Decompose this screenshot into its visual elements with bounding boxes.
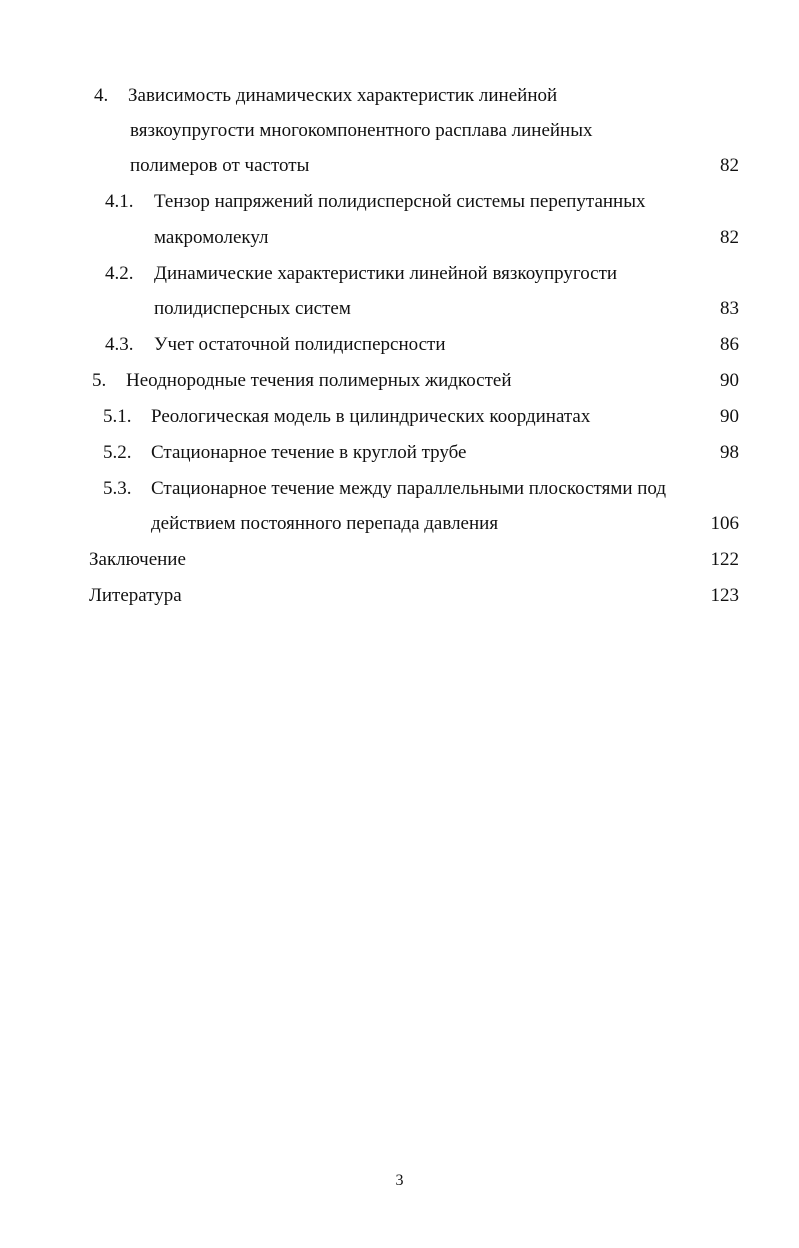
- toc-entry-number: 4.3.: [105, 334, 134, 355]
- toc-entry-number: 5.2.: [103, 442, 132, 463]
- toc-entry-page: 98: [720, 442, 739, 463]
- toc-entry-number: 5.3.: [103, 478, 132, 499]
- toc-entry-page: 82: [720, 227, 739, 248]
- toc-entry-page: 106: [710, 513, 739, 534]
- toc-entry-title: Литература: [89, 585, 182, 606]
- toc-entry-number: 4.1.: [105, 191, 134, 212]
- toc-entry-title-cont: полидисперсных систем: [154, 298, 351, 319]
- toc-entry-title: Реологическая модель в цилиндрических координатах: [151, 406, 591, 427]
- page-number: 3: [395, 1172, 404, 1189]
- toc-entry-title: Динамические характеристики линейной вязкоупругости: [154, 263, 618, 284]
- toc-entry-page: 82: [720, 155, 739, 176]
- toc-entry-title: Стационарное течение между параллельными плоскостями под: [151, 478, 667, 499]
- toc-entry-title: Тензор напряжений полидисперсной системы перепутанных: [154, 191, 646, 212]
- toc-entry-page: 123: [710, 585, 739, 606]
- toc-entry-title-cont: макромолекул: [154, 227, 269, 248]
- toc-entry-number: 4.2.: [105, 263, 134, 284]
- toc-entry-page: 122: [710, 549, 739, 570]
- toc-entry-page: 86: [720, 334, 739, 355]
- toc-entry-title: Зависимость динамических характеристик линейной: [128, 85, 558, 106]
- toc-entry-title: Заключение: [89, 549, 186, 570]
- toc-entry-title: Стационарное течение в круглой трубе: [151, 442, 467, 463]
- toc-entry-number: 5.: [92, 370, 107, 391]
- toc-entry-title-cont: действием постоянного перепада давления: [151, 513, 499, 534]
- toc-entry-number: 4.: [94, 85, 109, 106]
- toc-entry-page: 90: [720, 370, 739, 391]
- toc-entry-title: Неоднородные течения полимерных жидкостей: [126, 370, 512, 391]
- toc-entry-title: Учет остаточной полидисперсности: [154, 334, 446, 355]
- toc-entry-page: 83: [720, 298, 739, 319]
- toc-entry-title-cont: вязкоупругости многокомпонентного расплава линейных: [130, 120, 593, 141]
- toc-entry-page: 90: [720, 406, 739, 427]
- toc-entry-title-cont: полимеров от частоты: [130, 155, 310, 176]
- toc-entry-number: 5.1.: [103, 406, 132, 427]
